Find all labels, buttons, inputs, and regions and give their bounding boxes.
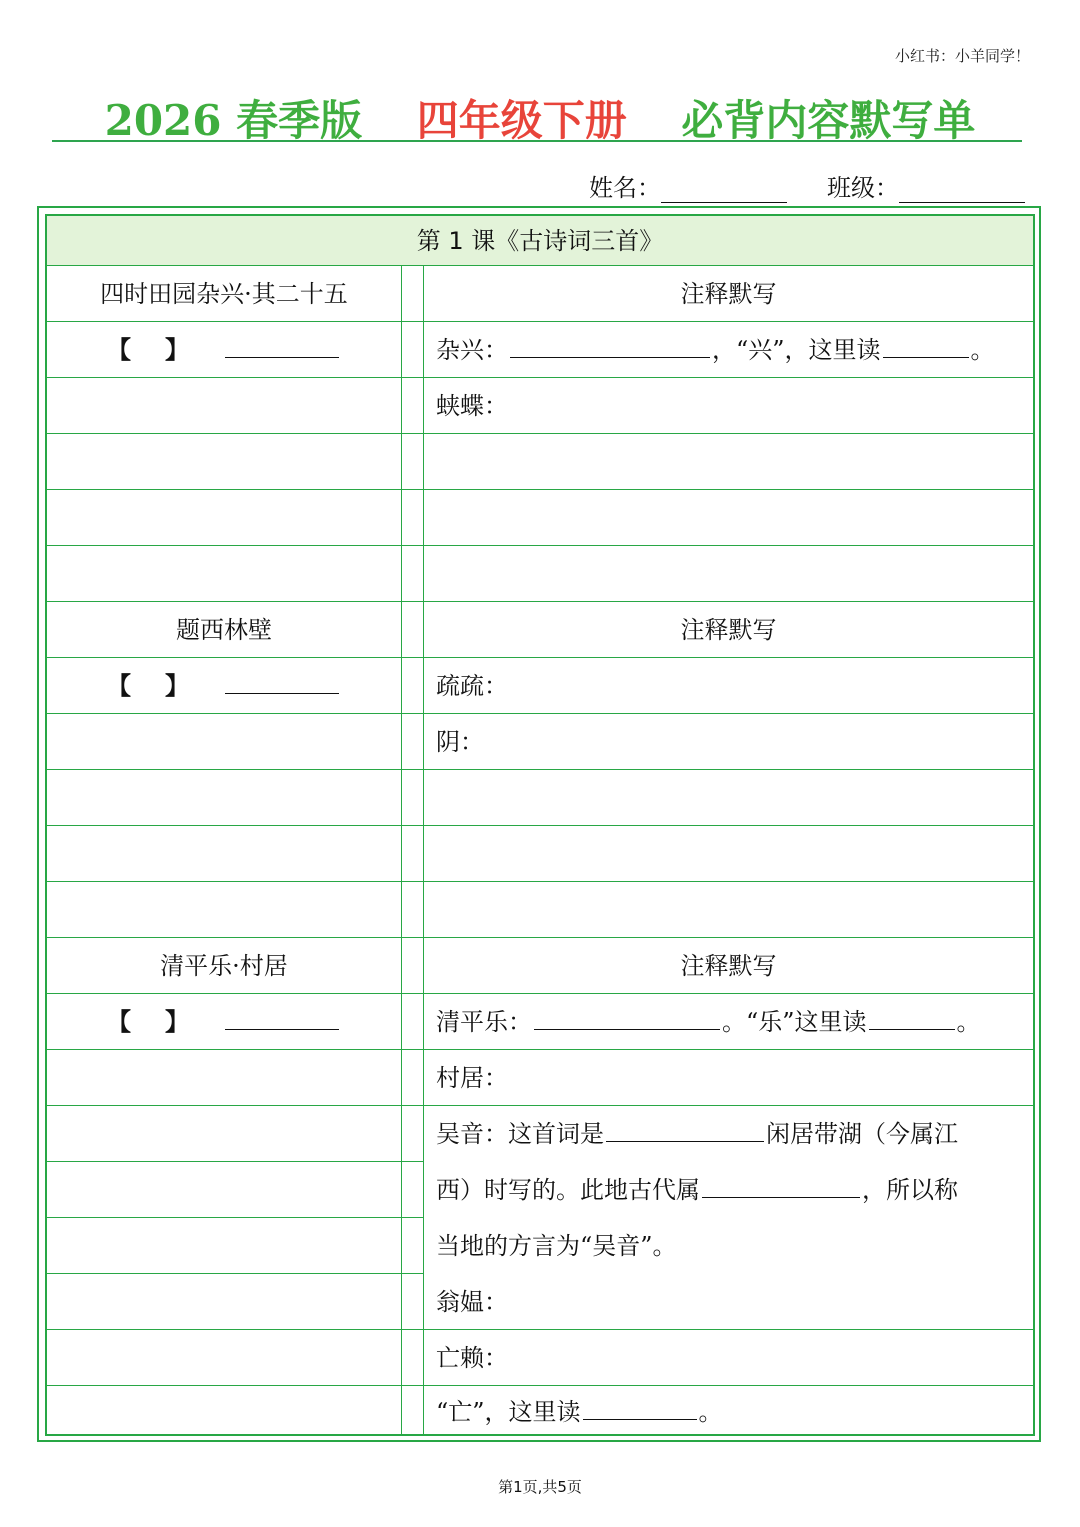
table-row[interactable] <box>47 434 1033 490</box>
table-row <box>47 1386 1033 1434</box>
table-row <box>47 602 1033 658</box>
table-row[interactable] <box>47 882 1033 938</box>
table-row[interactable] <box>47 770 1033 826</box>
note-line: 村居： <box>436 1064 508 1092</box>
worksheet-frame <box>37 206 1041 1442</box>
author-fill[interactable] <box>47 322 401 378</box>
note-line: “亡”，这里读 。 <box>424 1386 1033 1434</box>
notes-header: 注释默写 <box>680 280 777 308</box>
title-edition: 2026 春季版 <box>104 96 363 145</box>
note-wuyin: 吴音：这首词是 闲居带湖（今属江 西）时写的。此地古代属 ，所以称 当地的方言为“吴音”。 <box>424 1106 1033 1274</box>
note-line: 杂兴： ，“兴”，这里读 。 <box>424 322 1033 378</box>
table-row[interactable] <box>47 826 1033 882</box>
author-fill[interactable] <box>47 658 401 714</box>
table-row <box>47 1274 1033 1330</box>
notes-header: 注释默写 <box>680 952 777 980</box>
title-underline <box>52 140 1022 142</box>
author-fill[interactable] <box>47 994 401 1050</box>
lesson-header: 第 1 课《古诗词三首》 <box>47 216 1033 266</box>
author-blank[interactable] <box>225 331 339 358</box>
table-row <box>47 322 1033 378</box>
title-grade: 四年级下册 <box>416 96 627 145</box>
page-number: 第1页,共5页 <box>498 1478 582 1496</box>
dynasty-bracket: 【】 <box>107 671 223 700</box>
page-title <box>0 88 1080 144</box>
watermark-text: 小红书：小羊同学！ <box>894 47 1030 65</box>
table-row <box>47 1330 1033 1386</box>
worksheet-table <box>45 214 1035 1436</box>
column-divider <box>423 266 424 1434</box>
dynasty-bracket: 【】 <box>107 335 223 364</box>
author-blank[interactable] <box>225 1003 339 1030</box>
dynasty-bracket: 【】 <box>107 1007 223 1036</box>
table-row <box>47 994 1033 1050</box>
notes-header: 注释默写 <box>680 616 777 644</box>
table-row <box>47 714 1033 770</box>
table-row <box>47 1050 1033 1106</box>
poem-title: 四时田园杂兴·其二十五 <box>100 280 348 308</box>
column-divider <box>401 266 402 1434</box>
answer-blank[interactable] <box>510 331 710 358</box>
answer-blank[interactable] <box>534 1003 720 1030</box>
poem-title: 题西林壁 <box>176 616 272 644</box>
table-row[interactable] <box>47 546 1033 602</box>
class-blank[interactable] <box>899 174 1025 203</box>
table-row <box>47 938 1033 994</box>
note-line: 阴： <box>436 728 484 756</box>
answer-blank[interactable] <box>583 1393 697 1420</box>
name-blank[interactable] <box>661 174 787 203</box>
title-subject: 必背内容默写单 <box>681 96 976 145</box>
note-line: 翁媪： <box>436 1288 508 1316</box>
answer-blank[interactable] <box>869 1003 955 1030</box>
table-row <box>47 658 1033 714</box>
answer-blank[interactable] <box>606 1115 764 1142</box>
note-line: 亡赖： <box>436 1344 508 1372</box>
answer-blank[interactable] <box>883 331 969 358</box>
class-label: 班级： <box>827 174 899 202</box>
student-info <box>589 168 1025 203</box>
table-row[interactable] <box>47 490 1033 546</box>
note-line: 蛱蝶： <box>436 392 508 420</box>
author-blank[interactable] <box>225 667 339 694</box>
table-row <box>47 266 1033 322</box>
answer-blank[interactable] <box>702 1171 860 1198</box>
note-line: 疏疏： <box>436 672 508 700</box>
table-row <box>47 378 1033 434</box>
note-line: 清平乐： 。“乐”这里读 。 <box>424 994 1033 1050</box>
name-label: 姓名： <box>589 174 661 202</box>
poem-title: 清平乐·村居 <box>160 952 288 980</box>
